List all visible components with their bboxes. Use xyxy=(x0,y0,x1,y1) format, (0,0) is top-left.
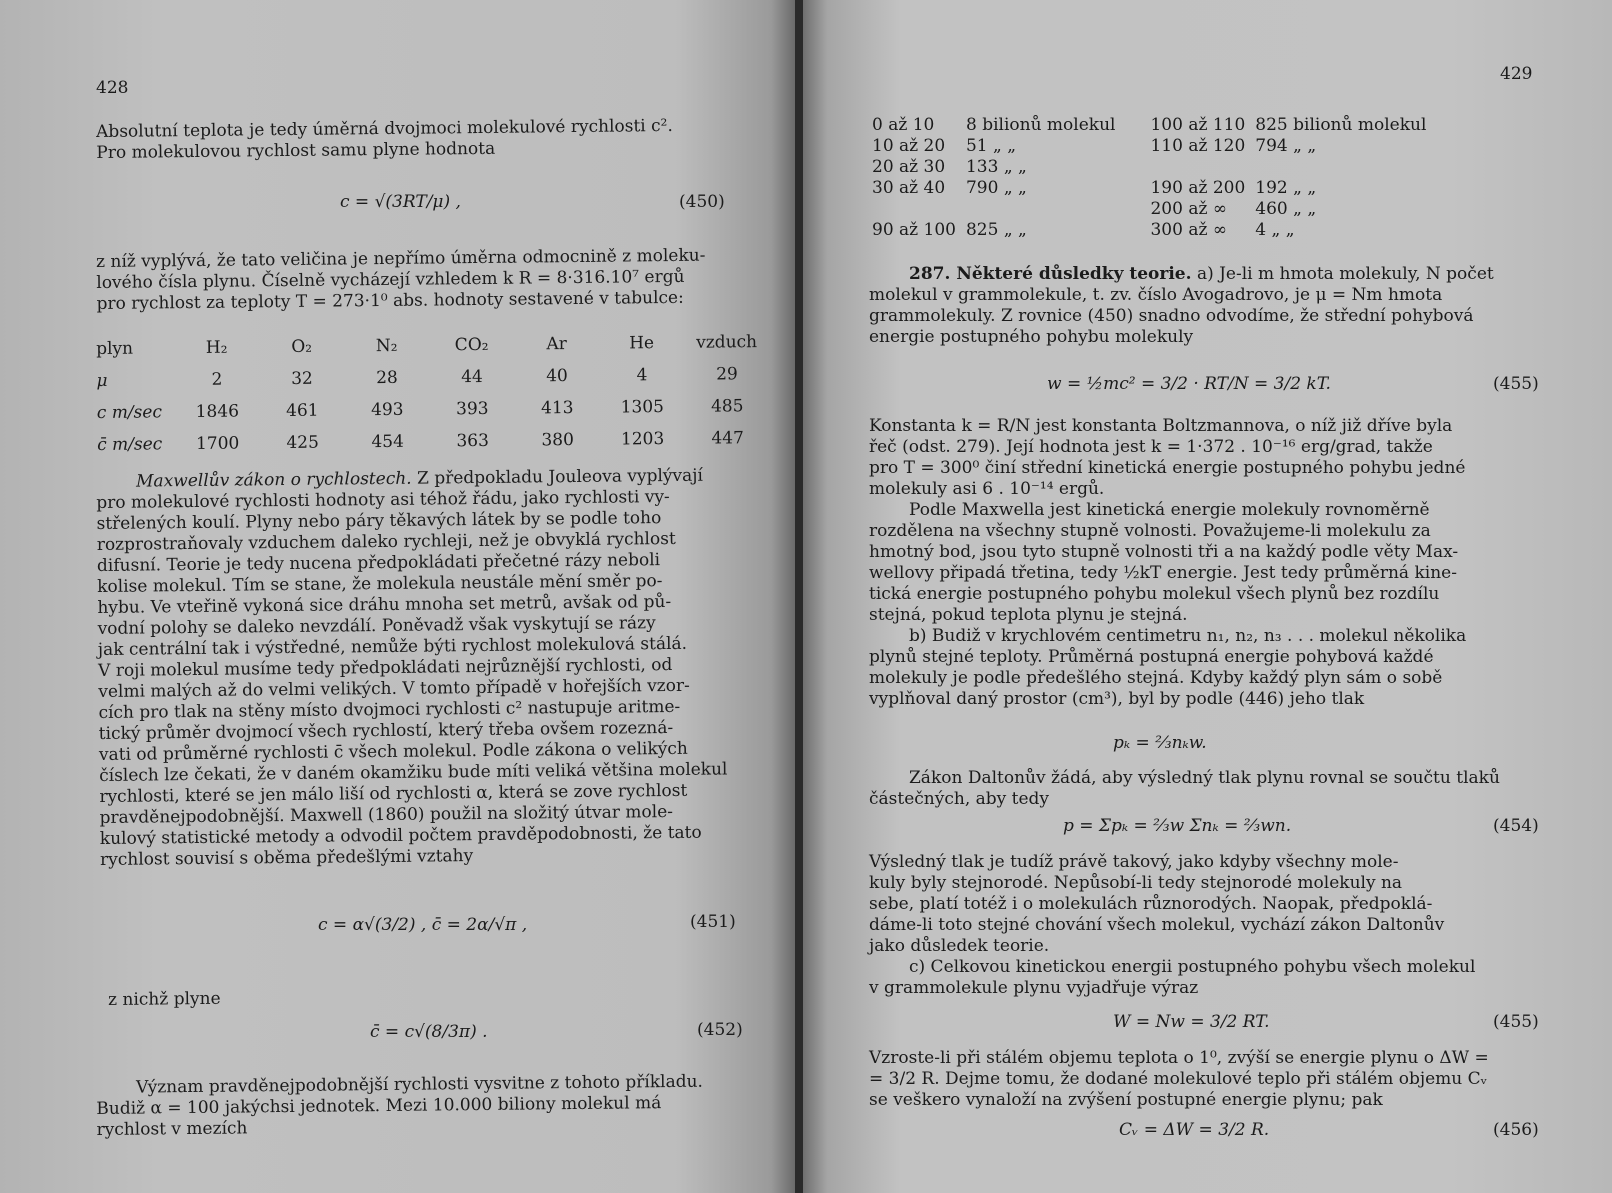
text-line: hmotný bod, jsou tyto stupně volnosti tři a na každý podle věty Max- xyxy=(869,542,1459,562)
text-line: z nichž plyne xyxy=(108,988,221,1010)
text-line: difusní. Teorie je tedy nucena předpokládati přečetné rázy neboli xyxy=(96,550,661,576)
table-cell: 28 xyxy=(376,367,398,389)
table-cell xyxy=(1250,156,1431,177)
table-cell: 1700 xyxy=(195,433,240,454)
table-cell: 1203 xyxy=(620,429,665,450)
table-cell: 20 až 30 xyxy=(872,156,946,177)
text-line: stejná, pokud teplota plynu je stejná. xyxy=(869,605,1188,625)
text-line: velmi malých až do velmi velikých. V tomto případě v hořejších vzor- xyxy=(98,675,690,702)
table-cell: 30 až 40 xyxy=(872,177,946,198)
paragraph xyxy=(96,1071,757,1141)
right-page xyxy=(803,0,1612,1193)
page-number: 429 xyxy=(1500,64,1533,84)
text-line: Zákon Daltonův žádá, aby výsledný tlak plynu rovnal se součtu tlaků xyxy=(909,768,1500,788)
table-cell: 300 až ∞ xyxy=(1150,219,1227,240)
table-row xyxy=(867,198,1431,219)
book-gutter xyxy=(795,0,803,1193)
table-cell: 461 xyxy=(285,400,319,422)
text-line: Podle Maxwella jest kinetická energie molekuly rovnoměrně xyxy=(909,500,1430,520)
table-row xyxy=(867,135,1431,156)
table-cell: 8 bilionů molekul xyxy=(965,114,1116,135)
table-cell: 380 xyxy=(541,430,574,451)
text-line: Výsledný tlak je tudíž právě takový, jako kdyby všechny mole- xyxy=(869,852,1399,872)
text-line: Budiž α = 100 jakýchsi jednotek. Mezi 10.000 biliony molekul má xyxy=(96,1093,662,1119)
table-cell xyxy=(961,198,1121,219)
table-cell: 2 xyxy=(211,369,223,390)
equation: c̄ = c√(8/3π) . xyxy=(370,1022,488,1042)
table-cell: 413 xyxy=(540,398,574,419)
text-line: molekuly je podle předešlého stejná. Kdyby každý plyn sám o sobě xyxy=(869,668,1443,688)
table-cell: c̄ m/sec xyxy=(97,434,163,455)
table-cell: 825 bilionů molekul xyxy=(1255,114,1427,135)
text-line: V roji molekul musíme tedy předpokládati nejrůznější rychlosti, od xyxy=(97,654,673,681)
text-line: střelených koulí. Plyny nebo páry těkavých látek by se podle toho xyxy=(96,508,662,534)
equation: p = Σpₖ = ⅔w Σnₖ = ⅔wn. xyxy=(1063,816,1292,836)
text-line: pro molekulové rychlosti hodnoty asi téhož řádu, jako rychlosti vy- xyxy=(96,486,670,513)
text-line: sebe, platí totéž i o molekulách různorodých. Naopak, předpoklá- xyxy=(869,894,1433,914)
equation: Cᵥ = ΔW = 3/2 R. xyxy=(1119,1120,1270,1140)
text-line: energie postupného pohybu molekuly xyxy=(869,327,1194,347)
equation-number: (452) xyxy=(697,1020,743,1040)
table-cell: 790 „ „ xyxy=(965,177,1027,198)
text-line: molekuly asi 6 . 10⁻¹⁴ ergů. xyxy=(869,479,1105,499)
table-cell: 493 xyxy=(370,399,404,421)
equation-number: (455) xyxy=(1493,1012,1539,1032)
text-line: vyplňoval daný prostor (cm³), byl by podle (446) jeho tlak xyxy=(869,689,1365,709)
text-line: wellovy připadá třetina, tedy ½kT energie. Jest tedy průměrná kine- xyxy=(869,563,1457,583)
table-cell: 0 až 10 xyxy=(872,114,935,135)
table-cell: 1305 xyxy=(620,397,665,418)
text-line: kuly byly stejnorodé. Nepůsobí-li tedy stejnorodé molekuly na xyxy=(869,873,1403,893)
text-line: pro T = 300⁰ činí střední kinetická energie postupného pohybu jedné xyxy=(869,458,1466,478)
paragraph xyxy=(96,115,756,164)
text-line: jak centrální tak i výstředné, nemůže býti rychlost molekulová stálá. xyxy=(97,633,688,660)
table-row xyxy=(867,114,1431,135)
text-line: rozdělena na všechny stupně volnosti. Považujeme-li molekulu za xyxy=(869,521,1431,541)
text-line: rychlost v mezích xyxy=(96,1118,248,1140)
text-line: rychlost souvisí s oběma předešlými vztahy xyxy=(99,846,474,870)
equation-number: (454) xyxy=(1493,816,1539,836)
table-cell: 133 „ „ xyxy=(965,156,1027,177)
left-page xyxy=(0,0,795,1193)
equation: w = ½mc² = 3/2 · RT/N = 3/2 kT. xyxy=(1047,374,1331,394)
text-line: rozprostraňovaly vzduchem daleko rychleji, než je obvyklá rychlost xyxy=(96,528,676,555)
text-line: částečných, aby tedy xyxy=(869,789,1050,809)
table-cell: 447 xyxy=(711,428,744,449)
table-cell: c m/sec xyxy=(96,402,163,423)
equation-number: (451) xyxy=(690,912,736,932)
table-cell: O₂ xyxy=(291,336,313,357)
table-cell: 10 až 20 xyxy=(872,135,946,156)
text-line: kulový statistické metody a odvodil počtem pravděpodobnosti, že tato xyxy=(99,822,702,849)
equation: pₖ = ⅔nₖw. xyxy=(1113,733,1207,753)
text-line: kolise molekul. Tím se stane, že molekula neustále mění směr po- xyxy=(97,571,663,597)
table-cell: 363 xyxy=(456,430,489,452)
table-cell: N₂ xyxy=(375,335,398,357)
text-line: číslech lze čekati, že v daném okamžiku bude míti veliká většina molekul xyxy=(99,759,728,786)
text-line: molekul v grammolekule, t. zv. číslo Avogadrovo, je μ = Nm hmota xyxy=(869,285,1443,305)
paragraph xyxy=(869,1048,1505,1111)
table-cell: 100 až 110 xyxy=(1150,114,1246,135)
paragraph xyxy=(869,852,1505,999)
text-line: v grammolekule plynu vyjadřuje výraz xyxy=(869,978,1199,998)
paragraph xyxy=(869,768,1505,810)
table-cell: 485 xyxy=(710,396,744,417)
table-cell: 29 xyxy=(716,364,738,385)
text-line: lového čísla plynu. Číselně vycházejí vzhledem k R = 8·316.10⁷ ergů xyxy=(96,266,685,293)
text-line: Absolutní teplota je tedy úměrná dvojmoci molekulové rychlosti c². xyxy=(96,115,673,142)
text-line: Vzroste-li při stálém objemu teplota o 1⁰, zvýší se energie plynu o ΔW = xyxy=(869,1048,1489,1068)
table-cell xyxy=(1120,156,1250,177)
table-row xyxy=(867,177,1431,198)
table-cell: 425 xyxy=(286,432,319,454)
table-row xyxy=(867,156,1431,177)
table-cell: He xyxy=(629,333,655,354)
table-cell: 200 až ∞ xyxy=(1150,198,1227,219)
text-line: z níž vyplývá, že tato veličina je nepřímo úměrna odmocnině z moleku- xyxy=(96,245,706,272)
table-cell: 44 xyxy=(461,366,483,388)
section-title: 287. Některé důsledky teorie. xyxy=(909,264,1192,284)
text-line: tická energie postupného pohybu molekul všech plynů bez rozdílu xyxy=(869,584,1440,604)
table-cell: 190 až 200 xyxy=(1150,177,1246,198)
table-cell: 32 xyxy=(291,368,313,389)
table-cell: μ xyxy=(96,370,108,391)
text-line: b) Budiž v krychlovém centimetru n₁, n₂, n₃ . . . molekul několika xyxy=(909,626,1467,646)
table-cell: 4 „ „ xyxy=(1255,219,1295,240)
text-line: vodní polohy se daleko nevzdálí. Poněvadž však vyskytují se rázy xyxy=(97,613,656,639)
table-cell: 794 „ „ xyxy=(1255,135,1317,156)
text-line: pravděnejpodobnější. Maxwell (1860) použil na složitý útvar mole- xyxy=(99,801,674,828)
text-line: plynů stejné teploty. Průměrná postupná energie pohybová každé xyxy=(869,647,1434,667)
text-line: řeč (odst. 279). Její hodnota jest k = 1·372 . 10⁻¹⁶ erg/grad, takže xyxy=(869,437,1433,457)
paragraph xyxy=(96,245,757,315)
text-line: a) Je-li m hmota molekuly, N počet xyxy=(1196,264,1494,284)
table-cell: 393 xyxy=(455,398,489,420)
text-line: se veškero vynaloží na zvýšení postupné energie plynu; pak xyxy=(869,1090,1383,1110)
text-line: Z předpokladu Jouleova vyplývají xyxy=(416,465,704,489)
table-cell: 4 xyxy=(636,365,648,386)
paragraph xyxy=(108,983,768,1011)
table-cell: vzduch xyxy=(696,332,758,353)
table-row xyxy=(97,422,770,461)
equation-number: (450) xyxy=(679,192,725,212)
table-cell: 460 „ „ xyxy=(1255,198,1317,219)
table-cell: 90 až 100 xyxy=(872,219,956,240)
page-number: 428 xyxy=(96,78,129,98)
table-cell: Ar xyxy=(546,334,567,355)
table-cell: plyn xyxy=(96,338,134,359)
paragraph xyxy=(96,465,760,871)
text-line: pro rychlost za teploty T = 273·1⁰ abs. hodnoty sestavené v tabulce: xyxy=(96,287,684,314)
equation: W = Nw = 3/2 RT. xyxy=(1113,1012,1270,1032)
table-cell: 192 „ „ xyxy=(1255,177,1317,198)
velocity-distribution-table xyxy=(867,114,1431,240)
text-line: = 3/2 R. Dejme tomu, že dodané molekulové teplo při stálém objemu Cᵥ xyxy=(869,1069,1487,1089)
gas-velocity-table xyxy=(96,326,770,461)
table-cell xyxy=(867,198,961,219)
table-cell: 454 xyxy=(371,431,404,453)
text-line: dáme-li toto stejné chování všech molekul, vychází zákon Daltonův xyxy=(869,915,1445,935)
table-cell: 825 „ „ xyxy=(965,219,1027,240)
table-cell: 110 až 120 xyxy=(1150,135,1246,156)
paragraph xyxy=(869,264,1505,348)
text-line: rychlosti, které se jen málo liší od rychlosti α, která se zove rychlost xyxy=(99,780,688,807)
paragraph xyxy=(869,416,1505,710)
text-line: tický průměr dvojmocí všech rychlostí, který třeba ovšem rozezná- xyxy=(98,717,674,744)
text-line: grammolekuly. Z rovnice (450) snadno odvodíme, že střední pohybová xyxy=(869,306,1474,326)
text-line: cích pro tlak na stěny místo dvojmoci rychlosti c² nastupuje aritme- xyxy=(98,696,681,723)
text-line: jako důsledek teorie. xyxy=(869,936,1050,956)
text-line: Pro molekulovou rychlost samu plyne hodnota xyxy=(96,138,496,163)
table-cell: 51 „ „ xyxy=(965,135,1017,156)
text-line: Význam pravděnejpodobnější rychlosti vysvitne z tohoto příkladu. xyxy=(135,1071,703,1098)
section-title: Maxwellův zákon o rychlostech. xyxy=(135,468,412,492)
text-line: hybu. Ve vteřině vykoná sice dráhu mnoha set metrů, avšak od pů- xyxy=(97,591,672,618)
table-cell: 40 xyxy=(546,366,568,387)
table-row xyxy=(867,219,1431,240)
text-line: vati od průměrné rychlosti c̄ všech molekul. Podle zákona o velikých xyxy=(98,738,688,765)
equation-number: (455) xyxy=(1493,374,1539,394)
equation-number: (456) xyxy=(1493,1120,1539,1140)
table-cell: H₂ xyxy=(205,337,228,358)
equation: c = α√(3/2) , c̄ = 2α/√π , xyxy=(318,915,528,935)
table-cell: CO₂ xyxy=(454,334,489,356)
equation: c = √(3RT/μ) , xyxy=(340,192,461,212)
text-line: c) Celkovou kinetickou energii postupného pohybu všech molekul xyxy=(909,957,1476,977)
text-line: Konstanta k = R/N jest konstanta Boltzmannova, o níž již dříve byla xyxy=(869,416,1453,436)
table-cell: 1846 xyxy=(195,401,240,422)
